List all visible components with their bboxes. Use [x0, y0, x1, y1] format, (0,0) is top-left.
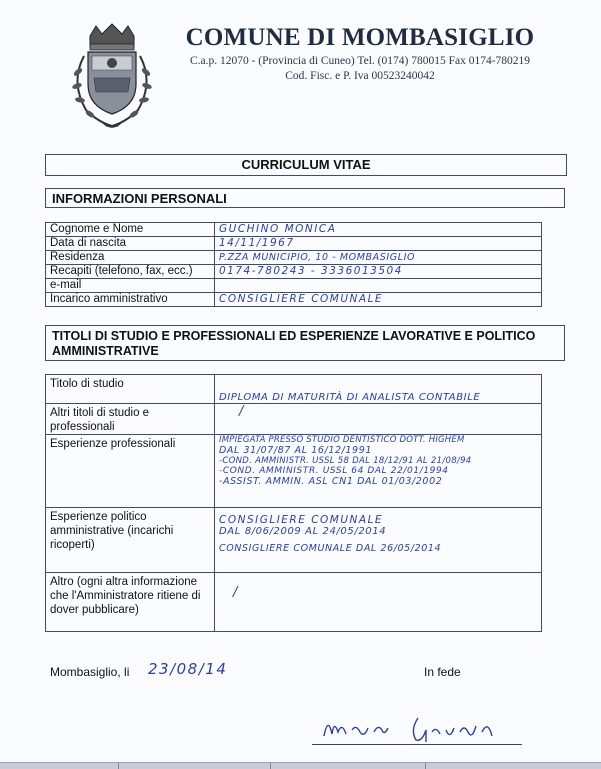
handwritten-residence: P.ZZA MUNICIPIO, 10 - MOMBASIGLIO — [219, 252, 416, 263]
table-row — [46, 573, 542, 632]
municipality-title: COMUNE DI MOMBASIGLIO — [185, 24, 535, 51]
field-label: Esperienze politico amministrative (incarichi ricoperti) — [46, 508, 215, 573]
footer-in-fede: In fede — [424, 665, 461, 679]
field-label: Esperienze professionali — [46, 435, 215, 508]
field-value — [215, 435, 542, 508]
footer-place: Mombasiglio, li — [50, 665, 130, 679]
field-value — [215, 265, 542, 279]
handwritten-signature — [318, 710, 508, 746]
handwritten-line: -ASSIST. AMMIN. ASL CN1 DAL 01/03/2002 — [219, 476, 443, 487]
field-value — [215, 237, 542, 251]
field-value — [215, 375, 542, 404]
field-value — [215, 223, 542, 237]
field-label: Cognome e Nome — [46, 223, 215, 237]
handwritten-line: DAL 31/07/87 AL 16/12/1991 — [219, 445, 372, 456]
handwritten-diploma: DIPLOMA DI MATURITÀ DI ANALISTA CONTABILE — [219, 392, 481, 403]
handwritten-line: CONSIGLIERE COMUNALE — [219, 514, 384, 526]
municipality-tax-code: Cod. Fisc. e P. Iva 00523240042 — [285, 70, 435, 82]
field-label: Altri titoli di studio e professionali — [46, 404, 215, 435]
handwritten-line: CONSIGLIERE COMUNALE DAL 26/05/2014 — [219, 543, 442, 554]
field-label: e-mail — [46, 279, 215, 293]
field-value — [215, 404, 542, 435]
field-label: Residenza — [46, 251, 215, 265]
titles-experience-table — [45, 374, 542, 632]
table-row — [46, 265, 542, 279]
handwritten-slash: / — [233, 585, 239, 600]
municipality-address: C.a.p. 12070 - (Provincia di Cuneo) Tel. (0174) 780015 Fax 0174-780219 — [189, 55, 531, 67]
table-row — [46, 375, 542, 404]
municipal-coat-of-arms-icon — [66, 22, 158, 134]
section-titles-title: TITOLI DI STUDIO E PROFESSIONALI ED ESPERIENZE LAVORATIVE E POLITICO AMMINISTRATIVE — [45, 325, 565, 361]
section-personal-title: INFORMAZIONI PERSONALI — [45, 188, 565, 208]
cv-title: CURRICULUM VITAE — [45, 154, 567, 176]
footer-date — [148, 660, 227, 678]
signature-line — [312, 744, 522, 745]
handwritten-line: DAL 8/06/2009 AL 24/05/2014 — [219, 526, 387, 537]
table-row — [46, 435, 542, 508]
table-row — [46, 293, 542, 307]
field-label: Recapiti (telefono, fax, ecc.) — [46, 265, 215, 279]
handwritten-birthdate: 14/11/1967 — [219, 237, 295, 249]
table-row — [46, 279, 542, 293]
field-value — [215, 293, 542, 307]
handwritten-line: -COND. AMMINISTR. USSL 58 DAL 18/12/91 AL 21/08/94 — [219, 456, 472, 466]
field-label: Incarico amministrativo — [46, 293, 215, 307]
handwritten-line: -COND. AMMINISTR. USSL 64 DAL 22/01/1994 — [219, 466, 449, 476]
field-label: Altro (ogni altra informazione che l'Amministratore ritiene di dover pubblicare) — [46, 573, 215, 632]
handwritten-phone: 0174-780243 - 3336013504 — [219, 265, 403, 277]
field-value — [215, 251, 542, 265]
field-value — [215, 279, 542, 293]
table-row — [46, 251, 542, 265]
handwritten-line: IMPIEGATA PRESSO STUDIO DENTISTICO DOTT. HIGHEM — [219, 435, 465, 445]
table-row — [46, 508, 542, 573]
handwritten-role: CONSIGLIERE COMUNALE — [219, 293, 384, 305]
field-label: Titolo di studio — [46, 375, 215, 404]
table-row — [46, 223, 542, 237]
handwritten-name: GUCHINO MONICA — [219, 223, 337, 235]
field-value — [215, 573, 542, 632]
personal-info-table — [45, 222, 542, 307]
handwritten-date: 23/08/14 — [148, 660, 228, 678]
handwritten-slash: / — [239, 404, 245, 419]
table-row — [46, 404, 542, 435]
field-label: Data di nascita — [46, 237, 215, 251]
field-value — [215, 508, 542, 573]
table-row — [46, 237, 542, 251]
